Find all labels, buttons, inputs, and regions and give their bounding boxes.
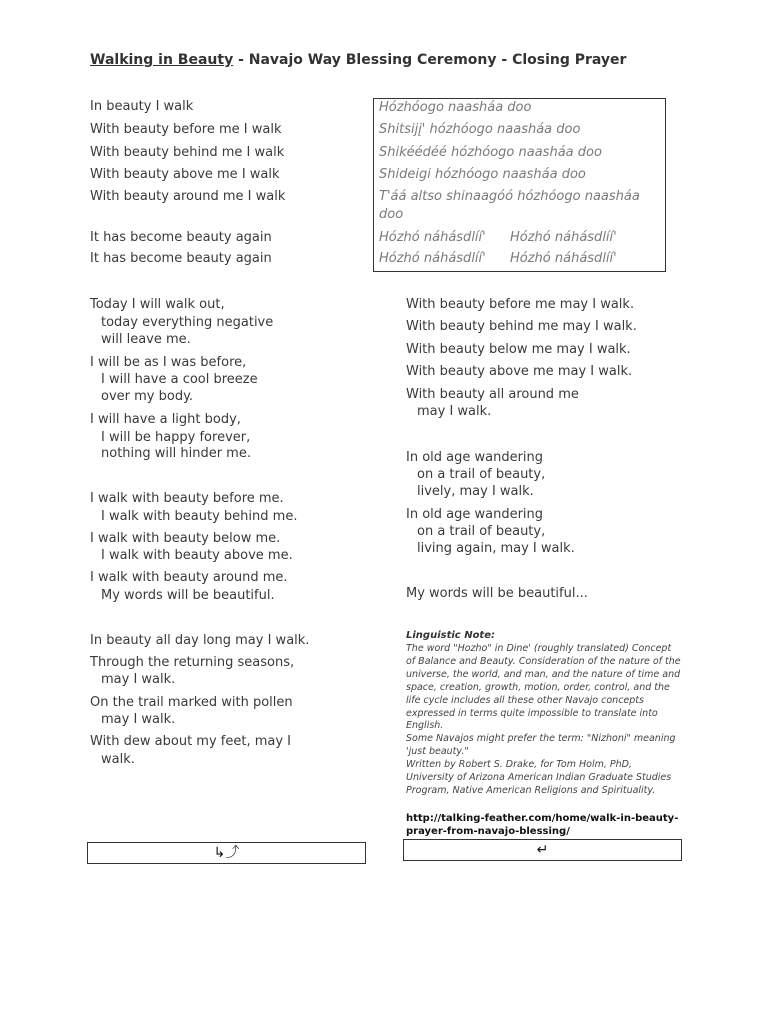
left-line: Today I will walk out, <box>90 297 225 312</box>
left-line: I walk with beauty behind me. <box>101 509 298 524</box>
left-line: nothing will hinder me. <box>101 446 251 461</box>
right-line: living again, may I walk. <box>417 541 575 556</box>
navajo-line-4: Shideigi hózhóogo naasháa doo <box>379 167 586 182</box>
note-heading: Linguistic Note: <box>406 630 495 641</box>
navajo-line-7b: Hózhó náhásdlíí' <box>510 251 617 266</box>
english-line-2: With beauty before me I walk <box>90 122 282 137</box>
navajo-line-6b: Hózhó náhásdlíí' <box>510 230 617 245</box>
left-line: With dew about my feet, may I <box>90 734 292 749</box>
english-line-5: With beauty around me I walk <box>90 189 286 204</box>
navajo-line-7a: Hózhó náhásdlíí' <box>379 251 486 266</box>
title-rest: - Navajo Way Blessing Ceremony - Closing Prayer <box>233 52 627 68</box>
left-line: today everything negative <box>101 315 274 330</box>
note-paragraph: Written by Robert S. Drake, for Tom Holm, PhD, University of Arizona American Indian Graduate Studies Program, Native American Religions and Spirituality. <box>406 759 672 796</box>
left-line: I walk with beauty around me. <box>90 570 288 585</box>
left-line: over my body. <box>101 389 194 404</box>
left-line: may I walk. <box>101 672 176 687</box>
left-line: walk. <box>101 752 135 767</box>
note-paragraph: Some Navajos might prefer the term: "Nizhoni" meaning 'just beauty." <box>406 733 676 758</box>
return-button[interactable]: ↵ <box>403 839 682 861</box>
left-line: will leave me. <box>101 332 191 347</box>
page-title <box>90 52 626 68</box>
left-line: I will have a light body, <box>90 412 241 427</box>
left-line: I walk with beauty above me. <box>101 548 293 563</box>
left-line: I will be happy forever, <box>101 430 251 445</box>
right-line: With beauty below me may I walk. <box>406 342 631 357</box>
left-line: On the trail marked with pollen <box>90 695 293 710</box>
navajo-line-6a: Hózhó náhásdlíí' <box>379 230 486 245</box>
right-line: on a trail of beauty, <box>417 524 546 539</box>
right-line: With beauty all around me <box>406 387 579 402</box>
note-paragraph: The word "Hozho" in Dine' (roughly translated) Concept of Balance and Beauty. Consideration of the nature of the universe, the world, and man, and the nature of time and space, creation, growth, motion, order, control, and the life cycle includes all these other Navajo concepts expressed in terms quite impossible to translate into English. <box>406 643 681 732</box>
navajo-line-3: Shikéédéé hózhóogo naasháa doo <box>379 145 602 160</box>
left-line: I will be as I was before, <box>90 355 247 370</box>
right-line: With beauty behind me may I walk. <box>406 319 637 334</box>
right-line: may I walk. <box>417 404 492 419</box>
left-line: Through the returning seasons, <box>90 655 295 670</box>
navajo-line-5: T'áá altso shinaagóó hózhóogo naasháa <box>379 189 640 204</box>
title-link[interactable]: Walking in Beauty <box>90 52 234 68</box>
right-line: lively, may I walk. <box>417 484 534 499</box>
navajo-line-2: Shitsijį' hózhóogo naasháa doo <box>379 122 581 137</box>
navajo-line-5b: doo <box>379 207 404 222</box>
source-link[interactable]: http://talking-feather.com/home/walk-in-beauty-prayer-from-navajo-blessing/ <box>406 813 679 837</box>
left-line: I walk with beauty below me. <box>90 531 281 546</box>
previous-page-button[interactable]: ↳⤴ <box>87 842 366 864</box>
navajo-line-1: Hózhóogo naasháa doo <box>379 100 532 115</box>
left-line: I will have a cool breeze <box>101 372 258 387</box>
english-line-4: With beauty above me I walk <box>90 167 280 182</box>
english-line-7: It has become beauty again <box>90 251 272 266</box>
right-line: on a trail of beauty, <box>417 467 546 482</box>
linguistic-note <box>406 643 681 798</box>
right-line: In old age wandering <box>406 450 544 465</box>
right-line: With beauty before me may I walk. <box>406 297 635 312</box>
left-line: I walk with beauty before me. <box>90 491 284 506</box>
right-line: With beauty above me may I walk. <box>406 364 633 379</box>
right-line: My words will be beautiful... <box>406 586 588 601</box>
left-line: My words will be beautiful. <box>101 588 275 603</box>
english-line-6: It has become beauty again <box>90 230 272 245</box>
left-line: may I walk. <box>101 712 176 727</box>
english-line-3: With beauty behind me I walk <box>90 145 285 160</box>
left-line: In beauty all day long may I walk. <box>90 633 310 648</box>
english-line-1: In beauty I walk <box>90 99 194 114</box>
right-line: In old age wandering <box>406 507 544 522</box>
